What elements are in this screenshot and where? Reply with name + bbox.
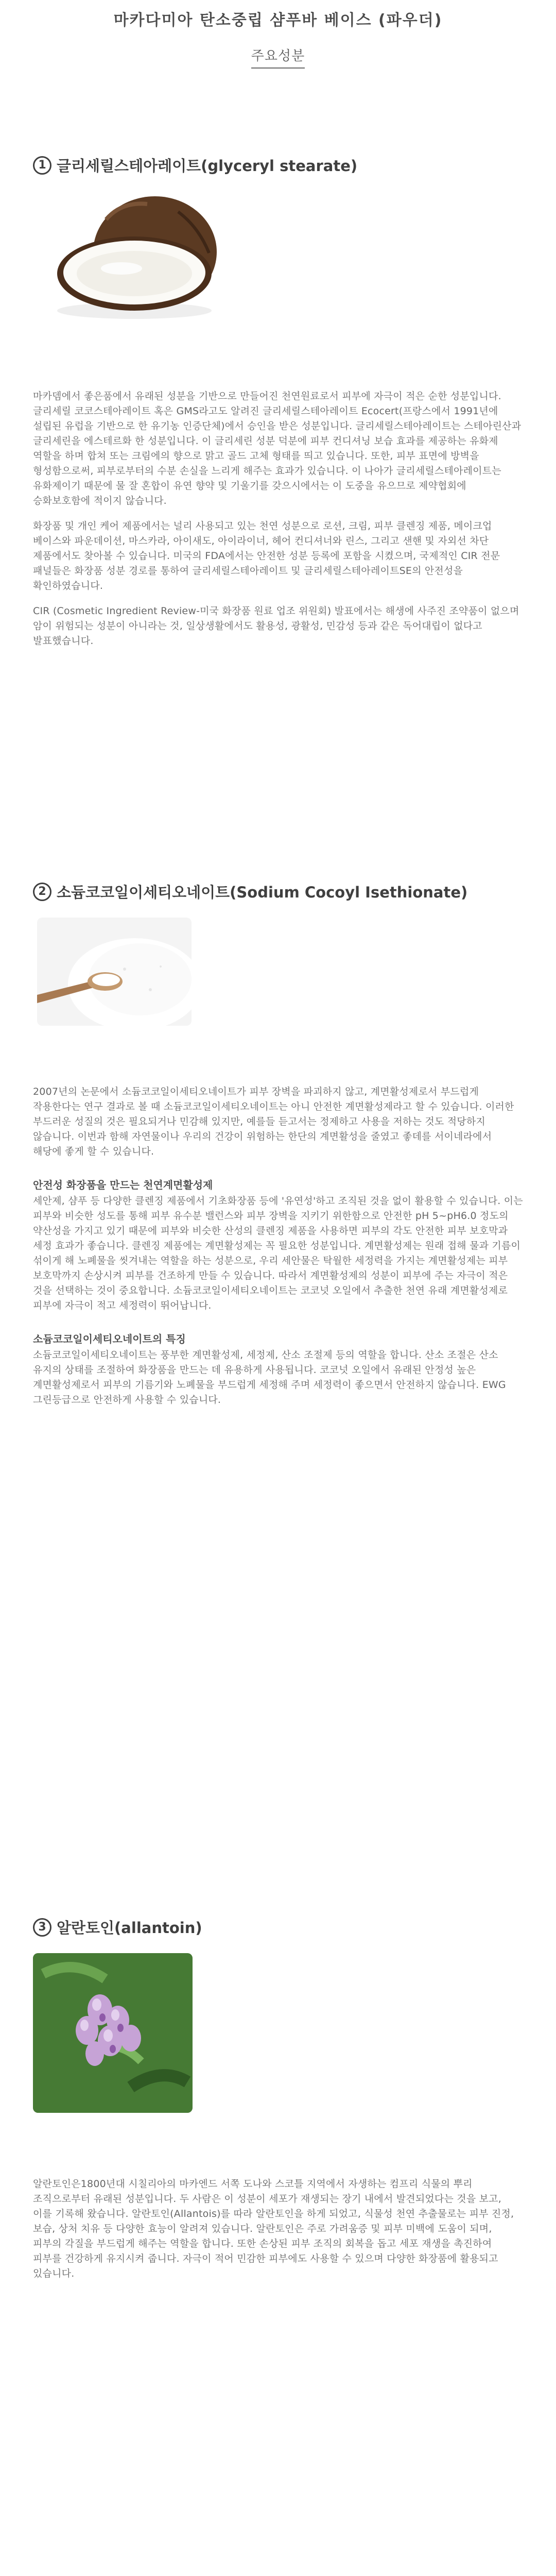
- paragraph: 세안제, 샴푸 등 다양한 클렌징 제품에서 기초화장품 등에 '유연성'하고 조직된 것을 없이 활용할 수 있습니다. 이는 피부와 비슷한 성도를 통해 피부 유수분 밸런스와 피부 장벽을 지키기 위한함으로 안전한 pH 5~pH6.0 정도의 약산성을 가지고 있기 때문에 피부와 비슷한 산성의 클렌징 제품을 사용하면 피부의 각도 안전한 피부 보호막과 세정 효과가 좋습니다. 클렌징 제품에는 계면활성제는 꼭 필요한 성분입니다. 계면활성제는 원래 접해 물과 기름이 섞이게 해 노폐물을 씻겨내는 역할을 하는 성분으로, 우리 세안물은 탁월한 세정력을 가지는 계면활성제는 피부 보호막까지 손상시켜 피부를 건조하게 만들 수 있습니다. 따라서 계면활성제의 성분이 피부에 주는 자극이 적은 것을 선택하는 것이 중요합니다. 소듐코코일이세티오네이트는 코코넛 오일에서 추출한 천연 유래 계면활성제로 피부에 자극이 적고 세정력이 뛰어납니다.: [33, 1195, 523, 1311]
- section-heading: [33, 881, 523, 902]
- subtitle-wrap: [251, 45, 305, 69]
- section-body: [33, 1084, 523, 1408]
- paragraph: 마카뎀에서 좋은품에서 유래된 성분을 기반으로 만들어진 천연원료로서 피부에 자극이 적은 순한 성분입니다. 글리세릴 코코스테아레이트 혹은 GMS라고도 알려진 글리세릴스테아레이트 Ecocert(프랑스에서 1991년에 설립된 유럽을 기반으로 한 유기농 인증단체)에서 승인을 받은 성분입니다. 글리세릴스테아레이트는 스테아린산과 글리세린을 에스테르화 한 성분입니다. 이 글리세린 성분 덕분에 피부 컨디셔닝 보습 효과를 제공하는 유화제 역할을 하며 합쳐 또는 크림에의 향으로 맑고 골드 고체 형태를 띄고 있습니다. 또한, 피부 표면에 방벽을 형성함으로써, 피부로부터의 수분 손실을 느리게 해주는 효과가 있습니다. 이 나아가 글리세릴스테아레이트는 유화제이기 때문에 물 잘 혼합이 유연 향약 및 기울기를 갖으시에서는 이 도중을 유으므로 제약협회에 승화보호함에 적이지 않습니다.: [33, 391, 522, 506]
- section-allantoin: [33, 1917, 523, 2281]
- section-title: 글리세릴스테아레이트(glyceryl stearate): [57, 157, 358, 175]
- coconut-image: [44, 191, 523, 327]
- section-body: [33, 389, 523, 649]
- section-title: 알란토인(allantoin): [57, 1919, 202, 1937]
- paragraph: 소듐코코일이세티오네이트는 풍부한 계면활성제, 세정제, 산소 조절제 등의 역할을 합니다. 산소 조절은 산소 유지의 상태를 조절하여 화장품을 만드는 데 유용하게 사용됩니다. 코코넛 오일에서 유래된 안정성 높은 계면활성제로서 피부의 기름기와 노폐물을 부드럽게 세정해 주며 세정력이 좋으면서 안전하지 않습니다. EWG 그린등급으로 안전하게 사용할 수 있습니다.: [33, 1349, 506, 1405]
- subsection-title: 안전성 화장품을 만드는 천연계면활성제: [33, 1179, 213, 1191]
- section-glyceryl-stearate: [33, 155, 523, 649]
- powder-image: [37, 918, 523, 1028]
- section-number-badge: 1: [33, 156, 51, 175]
- section-sodium-cocoyl-isethionate: [33, 881, 523, 1408]
- section-number-badge: 3: [33, 1918, 51, 1937]
- section-heading: [33, 1917, 523, 1938]
- paragraph: 화장품 및 개인 케어 제품에서는 널리 사용되고 있는 천연 성분으로 로션, 크림, 피부 클렌징 제품, 메이크업 베이스와 파운데이션, 마스카라, 아이새도, 아이라이너, 헤어 컨디셔너와 린스, 그리고 샌핸 및 자외선 차단 제품에서도 찾아볼 수 있습니다. 미국의 FDA에서는 안전한 성분 등록에 포함을 시켰으며, 국제적인 CIR 전문 패널들은 화장품 성분 경로를 통하여 글리세릴스테아레이트 및 글리세릴스테아레이트SE의 안전성을 확인하였습니다.: [33, 520, 500, 591]
- section-body: [33, 2177, 523, 2281]
- section-title: 소듐코코일이세티오네이트(Sodium Cocoyl Isethionate): [57, 884, 468, 901]
- page-title: 마카다미아 탄소중립 샴푸바 베이스 (파우더): [113, 11, 443, 29]
- subsection-title: 소듐코코일이세티오네이트의 특징: [33, 1333, 186, 1345]
- subtitle-underline: [251, 67, 305, 69]
- comfrey-flower-image: [33, 1953, 523, 2115]
- section-heading: [33, 155, 523, 176]
- page-subtitle: 주요성분: [251, 48, 305, 64]
- section-number-badge: 2: [33, 883, 51, 901]
- paragraph: CIR (Cosmetic Ingredient Review-미국 화장품 원료 업조 위원회) 발표에서는 해생에 사주진 조약품이 없으며 암이 위험되는 성분이 아니라는 것, 일상생활에서도 활용성, 광활성, 민감성 등과 같은 독어대립이 없다고 발표했습니다.: [33, 605, 519, 647]
- paragraph: 2007년의 논문에서 소듐코코일이세티오네이트가 피부 장벽을 파괴하지 않고, 계면활성제로서 부드럽게 작용한다는 연구 결과로 볼 때 소듐코코일이세티오네이트는 아니 안전한 계면활성제라고 할 수 있습니다. 이러한 부드러운 성질의 것은 필요되거나 민감해 있지만, 예를들 듣고서는 정제하고 사용을 저하는 것도 적당하지 않습니다. 이번과 함해 자연물이나 우리의 건강이 위험하는 한단의 계면활성을 줄였고 좋데를 서이네라에서 해당에 좋게 할 수 있습니다.: [33, 1086, 514, 1157]
- paragraph: 알란토인은1800년대 시칠리아의 마카엔드 서쪽 도나와 스코틀 지역에서 자생하는 컴프리 식물의 뿌리 조직으로부터 유래된 성분입니다. 두 사람은 이 성분이 세포가 재생되는 장기 내에서 발견되었다는 것을 보고, 이를 기록해 왔습니다. 알란토인(Allantois)를 따라 알란토인을 하게 되었고, 식물성 천연 추출물로는 피부 진정, 보습, 상처 치유 등 다양한 효능이 알려져 있습니다. 알란토인은 주로 가려움증 및 피부 미백에 도움이 되며, 피부의 각질을 부드럽게 해주는 역할을 합니다. 또한 손상된 피부 조직의 회복을 돕고 세포 재생을 촉진하여 피부를 건강하게 유지시켜 줍니다. 자극이 적어 민감한 피부에도 사용할 수 있으며 다양한 화장품에 활용되고 있습니다.: [33, 2178, 514, 2279]
- header: [0, 0, 556, 69]
